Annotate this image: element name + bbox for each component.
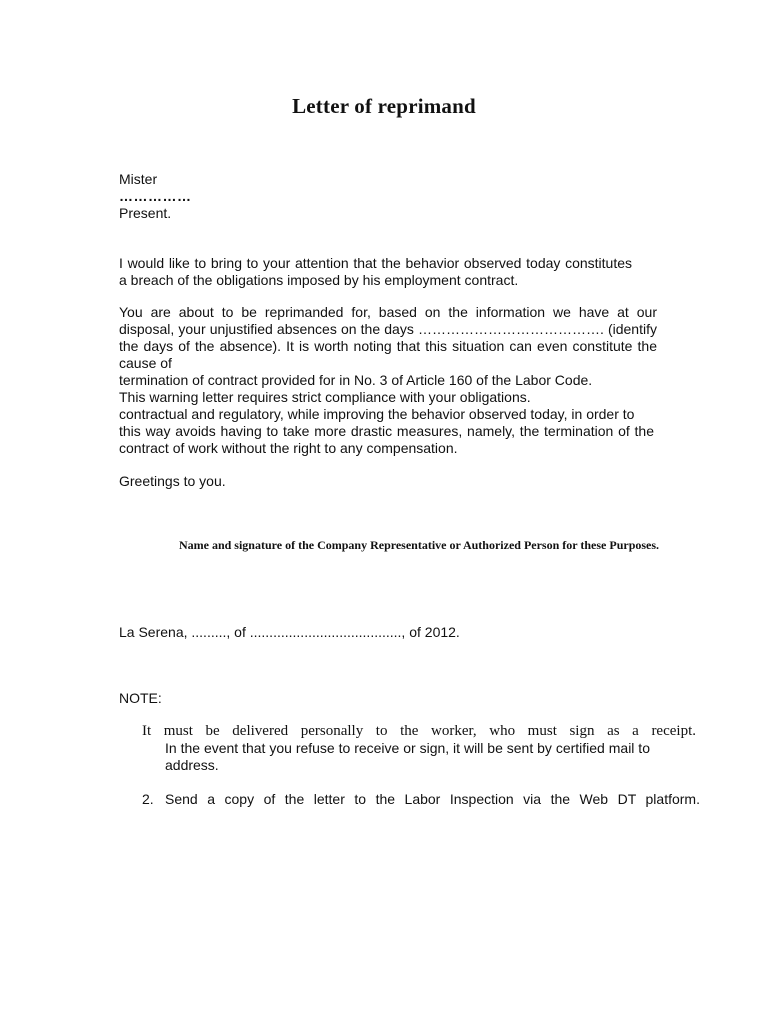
paragraph-2-text-b: termination of contract provided for in No. 3 of Article 160 of the Labor Code. [119,372,593,388]
paragraph-2 [119,304,657,389]
paragraph-4 [119,473,657,490]
letter-title: Letter of reprimand [292,94,476,118]
salutation-line-2: …………… [119,188,192,204]
salutation [119,171,657,222]
note-item-2-number: 2. [142,791,154,807]
paragraph-3 [119,389,654,457]
place-date-text: La Serena, ........., of ......................................., of 2012. [119,624,460,640]
greeting-text: Greetings to you. [119,473,226,489]
paragraph-1 [119,255,632,289]
note-item-1 [142,723,696,774]
note-heading [119,690,657,707]
note-heading-text: NOTE: [119,690,162,706]
note-item-2 [142,791,700,808]
note-item-2-text: Send a copy of the letter to the Labor Inspection via the Web DT platform. [165,791,700,807]
paragraph-3-text-b: contractual and regulatory, while improving the behavior observed today, in order to [119,406,635,422]
place-date [119,624,657,641]
signature-line: Name and signature of the Company Representative or Authorized Person for these Purposes. [178,538,660,552]
salutation-line-1: Mister [119,171,158,187]
paragraph-2-text-a: You are about to be reprimanded for, based on the information we have at our disposal, your unjustified absences on the days …………………………………. (identify the days of the absence). It is worth noting that this situation can even constitute the cause of [119,304,657,371]
paragraph-3-text-c: this way avoids having to take more drastic measures, namely, the termination of the contract of work without the right to any compensation. [119,423,654,456]
note-item-1-line-a: It must be delivered personally to the worker, who must sign as a receipt. [142,723,696,739]
salutation-line-3: Present. [119,205,172,221]
note-item-1-line-b: In the event that you refuse to receive or sign, it will be sent by certified mail to address. [165,740,650,773]
paragraph-3-text-a: This warning letter requires strict compliance with your obligations. [119,389,531,405]
paragraph-1-text: I would like to bring to your attention that the behavior observed today constitutes a breach of the obligations imposed by his employment contract. [119,255,632,288]
